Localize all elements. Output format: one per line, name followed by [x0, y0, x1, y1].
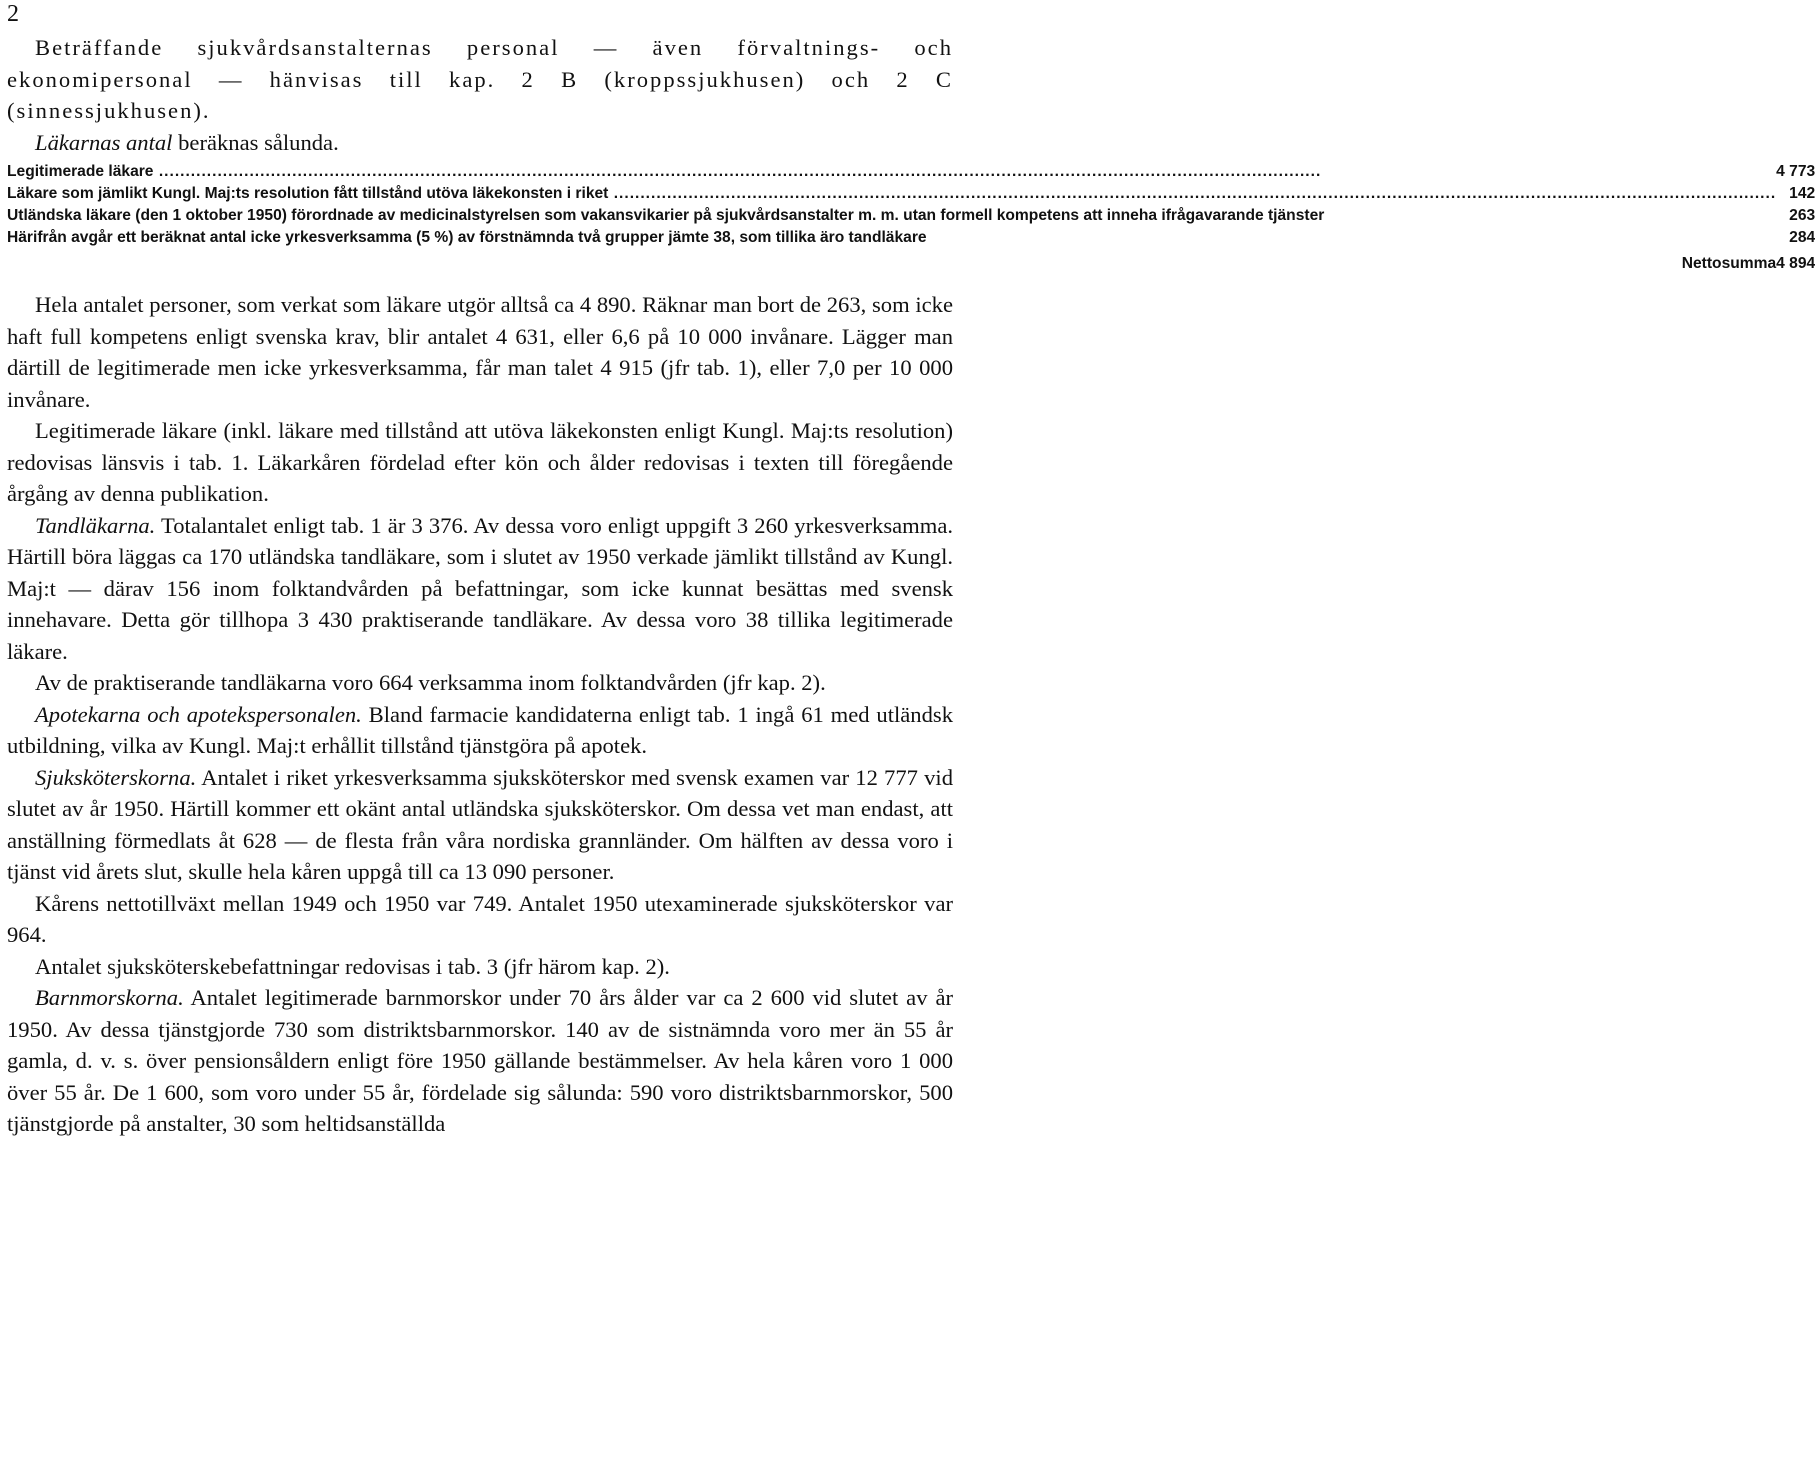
body-paragraph	[7, 415, 953, 510]
paragraph-text: Antalet legitimerade barnmorskor under 70 års ålder var ca 2 600 vid slutet av år 1950. Av dessa tjänstgjorde 730 som distriktsbarnmorskor. 140 av de sistnämnda voro mer än 55 år gamla, d. v. s. över pensionsåldern enligt före 1950 gällande bestämmelser. Av hela kåren voro 1 000 över 55 år. De 1 600, som voro under 55 år, fördelade sig sålunda: 590 voro distriktsbarnmorskor, 500 tjänstgjorde på anstalter, 30 som heltidsanställda	[7, 985, 953, 1136]
paragraph-text: Totalantalet enligt tab. 1 är 3 376. Av dessa voro enligt uppgift 3 260 yrkesverksamma. Härtill böra läggas ca 170 utländska tandläkare, som i slutet av 1950 verkade jämlikt tillstånd av Kungl. Maj:t — därav 156 inom folktandvården på befattningar, som icke kunnat besättas med svensk innehavare. Detta gör tillhopa 3 430 praktiserande tandläkare. Av dessa voro 38 tillika legitimerade läkare.	[7, 512, 953, 664]
row-label: Härifrån avgår ett beräknat antal icke yrkesverksamma (5 %) av förstnämnda två grupper jämte 38, som tillika äro tandläkare	[7, 229, 927, 246]
intro-text: Beträffande sjukvårdsanstalternas personal — även förvaltnings- och ekonomipersonal — hänvisas till kap. 2 B (kroppssjukhusen) och 2 C (sinnessjukhusen).	[7, 35, 953, 123]
row-value: 284	[1789, 229, 1815, 246]
physician-count-table	[7, 161, 1815, 275]
row-label: Utländska läkare (den 1 oktober 1950) förordnade av medicinalstyrelsen som vakansvikarier på sjukvårdsanstalter m. m. utan formell kompetens att inneha ifrågavarande tjänster	[7, 207, 1325, 224]
body-paragraph	[7, 667, 953, 699]
row-label: Legitimerade läkare .....	[7, 161, 1776, 183]
total-label: Nettosumma	[1681, 255, 1777, 272]
row-value: 4 773	[1776, 163, 1815, 180]
paragraph-text: Legitimerade läkare (inkl. läkare med tillstånd att utöva läkekonsten enligt Kungl. Maj:ts resolution) redovisas länsvis i tab. 1. Läkarkåren fördelad efter kön och ålder redovisas i texten till föregående årgång av denna publikation.	[7, 418, 953, 506]
body-paragraph	[7, 762, 953, 888]
paragraph-text: Antalet i riket yrkesverksamma sjuksköterskor med svensk examen var 12 777 vid slutet av år 1950. Härtill kommer ett okänt antal utländska sjuksköterskor. Om dessa vet man endast, att anställning förmedlats åt 628 — de flesta från våra nordiska grannländer. Om hälften av dessa voro i tjänst vid årets slut, skulle hela kåren uppgå till ca 13 090 personer.	[7, 764, 953, 884]
paragraph-heading: Apotekarna och apotekspersonalen.	[35, 701, 362, 727]
body-paragraph	[7, 510, 953, 668]
body-text	[7, 32, 1815, 1140]
paragraph-text: Antalet sjuksköterskebefattningar redovisas i tab. 3 (jfr härom kap. 2).	[35, 953, 670, 979]
total-row	[7, 249, 1815, 275]
table-row	[7, 205, 1815, 227]
paragraph-text: Bland farmacie kandidaterna enligt tab. 1 ingå 61 med utländsk utbildning, vilka av Kungl. Maj:t erhållit tillstånd tjänstgöra på apotek.	[7, 701, 953, 758]
row-label: Läkare som jämlikt Kungl. Maj:ts resolution fått tillstånd utöva läkekonsten i riket .....	[7, 183, 1776, 205]
paragraph-text: Kårens nettotillväxt mellan 1949 och 1950 var 749. Antalet 1950 utexaminerade sjuksköterskor var 964.	[7, 890, 953, 947]
paragraph-heading: Barnmorskorna.	[35, 985, 184, 1010]
page-number: 2	[7, 1, 19, 27]
body-paragraph	[7, 951, 953, 983]
paragraph-heading: Sjuksköterskorna.	[35, 764, 197, 790]
intro-text-2: beräknas sålunda.	[178, 129, 339, 155]
table-row	[7, 227, 1815, 249]
paragraph-text: Hela antalet personer, som verkat som läkare utgör alltså ca 4 890. Räknar man bort de 263, som icke haft full kompetens enligt svenska krav, blir antalet 4 631, eller 6,6 på 10 000 invånare. Lägger man därtill de legitimerade men icke yrkesverksamma, får man talet 4 915 (jfr tab. 1), eller 7,0 per 10 000 invånare.	[7, 292, 953, 412]
paragraph-heading: Tandläkarna.	[35, 512, 156, 538]
row-value: 142	[1789, 185, 1815, 202]
paragraphs	[7, 289, 953, 1140]
table-row	[7, 183, 1815, 205]
table-row	[7, 161, 1815, 183]
section-heading: Läkarnas antal	[35, 129, 173, 155]
total-value: 4 894	[1776, 255, 1815, 272]
row-value: 263	[1789, 207, 1815, 224]
intro-paragraph	[7, 32, 953, 127]
intro-paragraph-2	[7, 127, 953, 159]
paragraph-text: Av de praktiserande tandläkarna voro 664 verksamma inom folktandvården (jfr kap. 2).	[35, 670, 826, 695]
body-paragraph	[7, 982, 953, 1140]
body-paragraph	[7, 888, 953, 951]
body-paragraph	[7, 289, 953, 415]
body-paragraph	[7, 699, 953, 762]
